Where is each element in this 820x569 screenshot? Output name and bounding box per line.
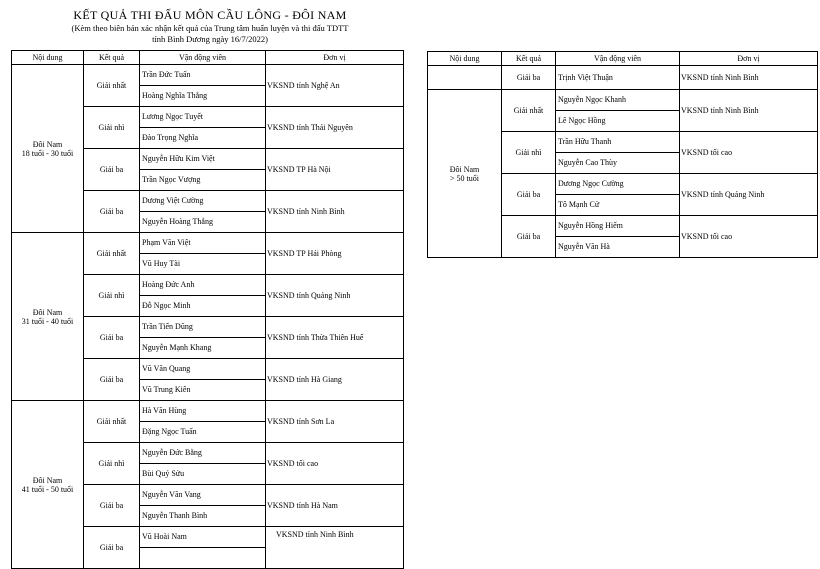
category-name: Đôi Nam: [32, 307, 63, 317]
athletes-cell: [556, 132, 680, 174]
prize-cell: Giải ba: [84, 359, 140, 401]
header-category: Nội dung: [428, 52, 502, 66]
athlete-name: Trần Đức Tuấn: [140, 65, 265, 86]
table-row: [12, 233, 404, 275]
unit-cell: VKSND tối cao: [680, 216, 818, 258]
unit-cell: VKSND tỉnh Quảng Ninh: [266, 275, 404, 317]
athletes-cell: [140, 275, 266, 317]
category-age: 18 tuổi - 30 tuổi: [21, 148, 74, 158]
table-row: [12, 65, 404, 107]
subtitle-line-2: tỉnh Bình Dương ngày 16/7/2022): [152, 34, 268, 44]
unit-cell: VKSND TP Hải Phòng: [266, 233, 404, 275]
header-category: Nội dung: [12, 51, 84, 65]
athletes-cell: [556, 66, 680, 90]
athlete-name: Trịnh Việt Thuận: [558, 73, 613, 82]
athlete-name: Dương Việt Cường: [140, 191, 265, 212]
athlete-name: Trần Hữu Thanh: [556, 132, 679, 153]
prize-cell: Giải nhất: [84, 65, 140, 107]
unit-cell: VKSND tỉnh Ninh Bình: [266, 527, 404, 569]
header-athletes: Vận động viên: [140, 51, 266, 65]
athletes-cell: [140, 443, 266, 485]
unit-cell: VKSND tối cao: [680, 132, 818, 174]
prize-cell: Giải ba: [502, 174, 556, 216]
category-name: Đôi Nam: [449, 164, 480, 174]
athlete-name: Đặng Ngọc Tuấn: [142, 427, 197, 436]
athlete-name: Tô Mạnh Cử: [558, 200, 600, 209]
athlete-name: Nguyễn Hoàng Thắng: [142, 217, 213, 226]
unit-cell: VKSND tỉnh Thái Nguyên: [266, 107, 404, 149]
prize-cell: Giải nhì: [84, 275, 140, 317]
prize-cell: Giải ba: [502, 66, 556, 90]
unit-cell: VKSND tối cao: [266, 443, 404, 485]
prize-cell: Giải nhất: [502, 90, 556, 132]
athlete-name: Đỗ Ngọc Minh: [142, 301, 191, 310]
athlete-name: Nguyễn Hồng Hiếm: [556, 216, 679, 237]
athlete-name: Lương Ngọc Tuyết: [140, 107, 265, 128]
athlete-name: Phạm Văn Việt: [140, 233, 265, 254]
athlete-name: [140, 548, 265, 568]
table-row: [428, 66, 818, 90]
athletes-cell: [140, 401, 266, 443]
category-name: Đôi Nam: [32, 139, 63, 149]
athlete-name: Nguyễn Văn Vang: [140, 485, 265, 506]
unit-cell: VKSND tỉnh Thừa Thiên Huế: [266, 317, 404, 359]
category-name: Đôi Nam: [32, 475, 63, 485]
prize-cell: Giải ba: [84, 317, 140, 359]
table-row: [12, 401, 404, 443]
results-table-right: [427, 51, 818, 258]
unit-cell: VKSND tỉnh Hà Giang: [266, 359, 404, 401]
athletes-cell: [556, 174, 680, 216]
category-age: 31 tuổi - 40 tuổi: [21, 316, 74, 326]
unit-cell: VKSND tỉnh Sơn La: [266, 401, 404, 443]
athletes-cell: [140, 107, 266, 149]
athlete-name: Trần Ngọc Vượng: [142, 175, 201, 184]
unit-cell: VKSND tỉnh Nghệ An: [266, 65, 404, 107]
unit-cell: VKSND tỉnh Quảng Ninh: [680, 174, 818, 216]
document-subtitle: [40, 23, 380, 45]
unit-cell: VKSND tỉnh Ninh Bình: [266, 191, 404, 233]
athletes-cell: [140, 149, 266, 191]
athletes-cell: [140, 191, 266, 233]
athletes-cell: [556, 90, 680, 132]
document-title: KẾT QUẢ THI ĐẤU MÔN CẦU LÔNG - ĐÔI NAM: [73, 8, 347, 22]
athlete-name: Lê Ngọc Hồng: [558, 116, 606, 125]
unit-cell: VKSND tỉnh Ninh Bình: [680, 66, 818, 90]
results-table-left: [11, 50, 404, 569]
athlete-name: Bùi Quý Sửu: [142, 469, 185, 478]
athlete-name: Dương Ngọc Cường: [556, 174, 679, 195]
category-age: 41 tuổi - 50 tuổi: [21, 484, 74, 494]
prize-cell: Giải ba: [84, 527, 140, 569]
athlete-name: Vũ Huy Tài: [142, 259, 181, 268]
prize-cell: Giải nhất: [84, 401, 140, 443]
athlete-name: Nguyễn Cao Thùy: [558, 158, 617, 167]
unit-cell: VKSND TP Hà Nội: [266, 149, 404, 191]
athlete-name: Vũ Văn Quang: [140, 359, 265, 380]
prize-cell: Giải ba: [84, 485, 140, 527]
header-unit: Đơn vị: [680, 52, 818, 66]
category-cell: [12, 233, 84, 401]
athlete-name: Vũ Trung Kiên: [142, 385, 191, 394]
athletes-cell: [140, 233, 266, 275]
prize-cell: Giải ba: [502, 216, 556, 258]
athlete-name: Hoàng Nghĩa Thắng: [142, 91, 208, 100]
prize-cell: Giải ba: [84, 191, 140, 233]
category-cell: [12, 401, 84, 569]
subtitle-line-1: (Kèm theo biên bản xác nhận kết quả của Trung tâm huấn luyện và thi đấu TDTT: [71, 23, 349, 33]
athletes-cell: [140, 527, 266, 569]
athlete-name: Nguyễn Thanh Bình: [142, 511, 208, 520]
athletes-cell: [140, 65, 266, 107]
athlete-name: Vũ Hoài Nam: [140, 527, 265, 548]
category-cell: [12, 65, 84, 233]
header-unit: Đơn vị: [266, 51, 404, 65]
athletes-cell: [140, 317, 266, 359]
athlete-name: Nguyễn Văn Hà: [558, 242, 610, 251]
athletes-cell: [556, 216, 680, 258]
athletes-cell: [140, 485, 266, 527]
athlete-name: Nguyễn Mạnh Khang: [142, 343, 212, 352]
category-cell: [428, 90, 502, 258]
header-result: Kết quả: [84, 51, 140, 65]
prize-cell: Giải nhì: [502, 132, 556, 174]
athlete-name: Đào Trọng Nghĩa: [142, 133, 199, 142]
unit-cell: VKSND tỉnh Ninh Bình: [680, 90, 818, 132]
athlete-name: Trần Tiến Dũng: [140, 317, 265, 338]
prize-cell: Giải nhất: [84, 233, 140, 275]
athlete-name: Hoàng Đức Anh: [140, 275, 265, 296]
prize-cell: Giải nhì: [84, 107, 140, 149]
athlete-name: Hà Văn Hùng: [140, 401, 265, 422]
header-athletes: Vận động viên: [556, 52, 680, 66]
athlete-name: Nguyễn Đức Bằng: [140, 443, 265, 464]
prize-cell: Giải ba: [84, 149, 140, 191]
prize-cell: Giải nhì: [84, 443, 140, 485]
unit-cell: VKSND tỉnh Hà Nam: [266, 485, 404, 527]
athlete-name: Nguyễn Hữu Kim Việt: [140, 149, 265, 170]
table-header-row: [428, 52, 818, 66]
table-header-row: [12, 51, 404, 65]
header-result: Kết quả: [502, 52, 556, 66]
category-age: > 50 tuổi: [450, 173, 479, 183]
athlete-name: Nguyễn Ngọc Khanh: [556, 90, 679, 111]
table-row: [428, 90, 818, 132]
athletes-cell: [140, 359, 266, 401]
category-cell-empty: [428, 66, 502, 90]
